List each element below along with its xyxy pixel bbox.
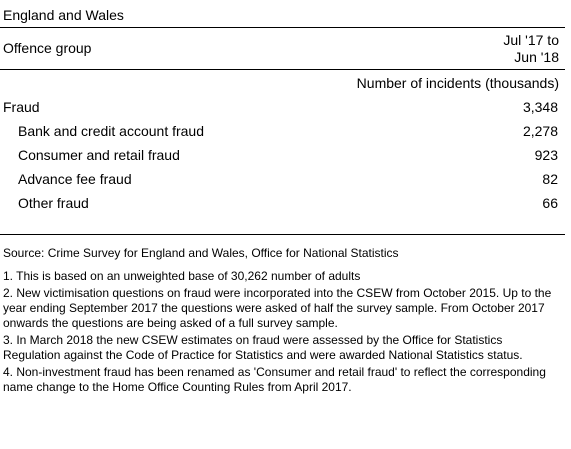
column-header-period bbox=[503, 32, 559, 66]
period-line-2: Jun '18 bbox=[514, 49, 559, 65]
source-note: Source: Crime Survey for England and Wales, Office for National Statistics bbox=[3, 246, 399, 260]
row-label: Other fraud bbox=[18, 195, 89, 211]
row-value: 3,348 bbox=[522, 99, 558, 115]
row-label: Fraud bbox=[3, 99, 40, 115]
footnote-2: 2. New victimisation questions on fraud were incorporated into the CSEW from October 2015. Up to the year ending September 2017 the questions were asked of half the survey sample. From October 2017 onwards the questions are being asked of a full survey sample. bbox=[3, 286, 552, 330]
row-value: 66 bbox=[542, 195, 558, 211]
table-bottom-rule bbox=[0, 234, 565, 235]
row-value: 923 bbox=[534, 147, 558, 163]
table-body bbox=[0, 99, 565, 219]
row-value: 82 bbox=[542, 171, 558, 187]
footnotes bbox=[3, 246, 563, 397]
table-row bbox=[0, 123, 565, 147]
table-row bbox=[0, 147, 565, 171]
column-header-offence-group: Offence group bbox=[3, 40, 92, 56]
footnote-4: 4. Non-investment fraud has been renamed as 'Consumer and retail fraud' to reflect the corresponding name change to the Home Office Counting Rules from April 2017. bbox=[3, 365, 546, 394]
footnote-1: 1. This is based on an unweighted base of 30,262 number of adults bbox=[3, 269, 361, 283]
row-label: Advance fee fraud bbox=[18, 171, 132, 187]
row-label: Consumer and retail fraud bbox=[18, 147, 180, 163]
units-label: Number of incidents (thousands) bbox=[356, 75, 559, 91]
header-rule bbox=[0, 69, 565, 70]
region-title: England and Wales bbox=[3, 7, 124, 23]
table-row bbox=[0, 195, 565, 219]
table-row bbox=[0, 99, 565, 123]
row-value: 2,278 bbox=[522, 123, 558, 139]
footnote-3: 3. In March 2018 the new CSEW estimates on fraud were assessed by the Office for Statistics Regulation against the Code of Practice for Statistics and were awarded National Statistics status. bbox=[3, 333, 523, 362]
top-rule bbox=[0, 27, 565, 28]
period-line-1: Jul '17 to bbox=[503, 32, 559, 48]
row-label: Bank and credit account fraud bbox=[18, 123, 205, 139]
table-row bbox=[0, 171, 565, 195]
